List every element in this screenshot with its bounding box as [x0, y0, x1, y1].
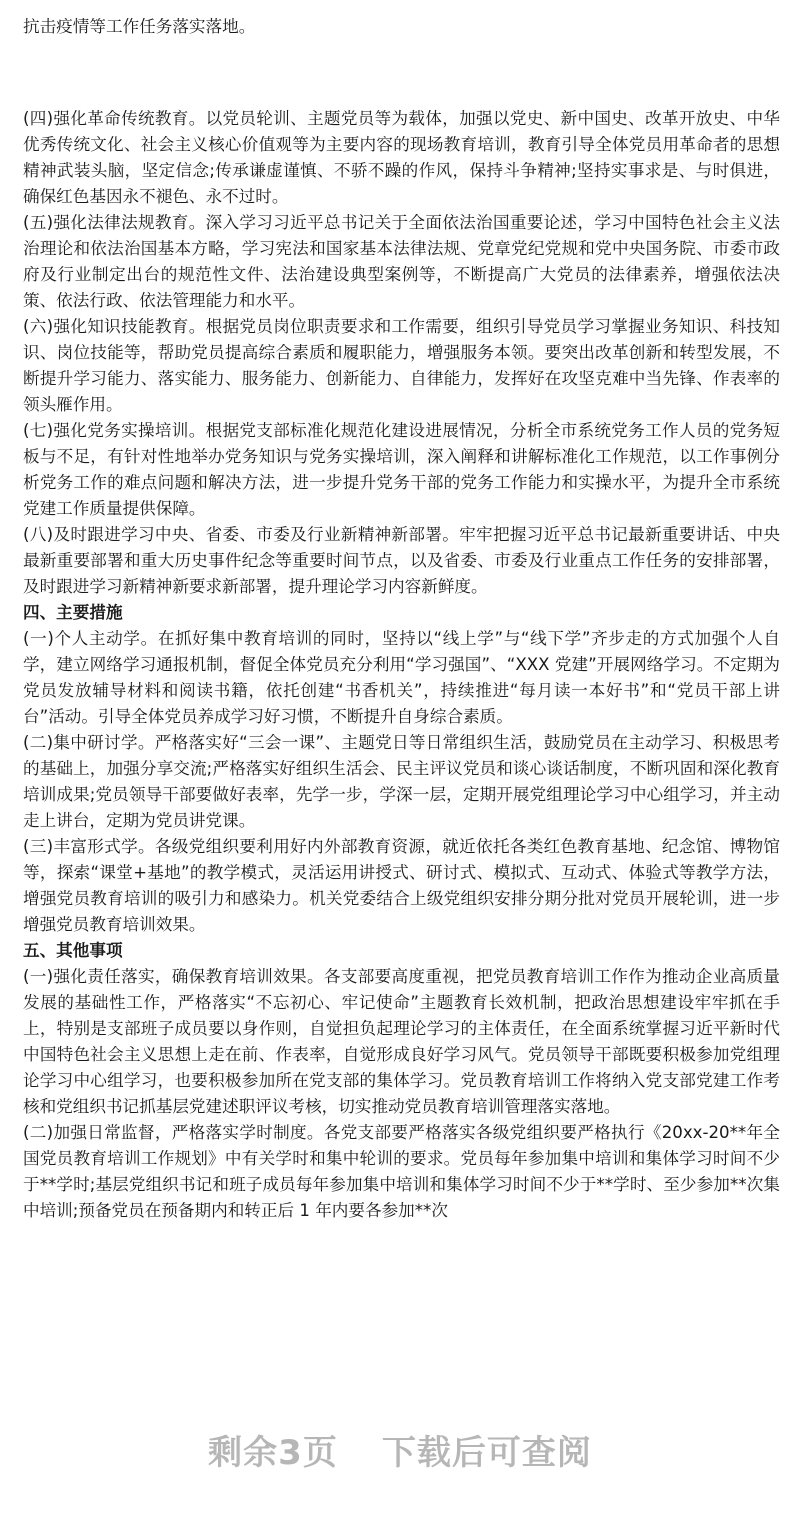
paragraph-6: (六)强化知识技能教育。根据党员岗位职责要求和工作需要，组织引导党员学习掌握业务知识、科技知识、岗位技能等，帮助党员提高综合素质和履职能力，增强服务本领。要突出改革创新和转型发展，不断提升学习能力、落实能力、服务能力、创新能力、自律能力，发挥好在攻坚克难中当先锋、作表率的领头雁作用。: [23, 317, 780, 414]
paragraph-gap: [23, 40, 780, 106]
paragraph-7: (七)强化党务实操培训。根据党支部标准化规范化建设进展情况，分析全市系统党务工作人员的党务短板与不足，有针对性地举办党务知识与党务实操培训，深入阐释和讲解标准化工作规范，以工作事例分析党务工作的难点问题和解决方法，进一步提升党务干部的党务工作能力和实操水平，为提升全市系统党建工作质量提供保障。: [23, 421, 780, 518]
paragraph-4: (四)强化革命传统教育。以党员轮训、主题党员等为载体，加强以党史、新中国史、改革开放史、中华优秀传统文化、社会主义核心价值观等为主要内容的现场教育培训，教育引导全体党员用革命者的思想精神武装头脑，坚定信念;传承谦虚谨慎、不骄不躁的作风，保持斗争精神;坚持实事求是、与时俱进，确保红色基因永不褪色、永不过时。: [23, 109, 780, 206]
other-matter-1: (一)强化责任落实，确保教育培训效果。各支部要高度重视，把党员教育培训工作作为推动企业高质量发展的基础性工作，严格落实“不忘初心、牢记使命”主题教育长效机制，把政治思想建设牢牢抓在手上，特别是支部班子成员要以身作则，自觉担负起理论学习的主体责任，在全面系统掌握习近平新时代中国特色社会主义思想上走在前、作表率，自觉形成良好学习风气。党员领导干部既要积极参加党组理论学习中心组学习，也要积极参加所在党支部的集体学习。党员教育培训工作将纳入党支部党建工作考核和党组织书记抓基层党建述职评议考核，切实推动党员教育培训管理落实落地。: [23, 967, 780, 1116]
measure-3: (三)丰富形式学。各级党组织要利用好内外部教育资源，就近依托各类红色教育基地、纪念馆、博物馆等，探索“课堂+基地”的教学模式，灵活运用讲授式、研讨式、模拟式、互动式、体验式等教学方法，增强党员教育培训的吸引力和感染力。机关党委结合上级党组织安排分期分批对党员开展轮训，进一步增强党员教育培训效果。: [23, 837, 780, 934]
measure-2: (二)集中研讨学。严格落实好“三会一课”、主题党日等日常组织生活，鼓励党员在主动学习、积极思考的基础上，加强分享交流;严格落实好组织生活会、民主评议党员和谈心谈话制度，不断巩固和深化教育培训成果;党员领导干部要做好表率，先学一步，学深一层，定期开展党组理论学习中心组学习，并主动走上讲台，定期为党员讲党课。: [23, 733, 780, 830]
lead-paragraph-tail: [23, 0, 780, 14]
download-prompt-banner[interactable]: [0, 1404, 800, 1494]
remaining-pages-label: 剩余3页: [208, 1432, 338, 1473]
paragraph-8: (八)及时跟进学习中央、省委、市委及行业新精神新部署。牢牢把握习近平总书记最新重要讲话、中央最新重要部署和重大历史事件纪念等重要时间节点，以及省委、市委及行业重点工作任务的安排部署，及时跟进学习新精神新要求新部署，提升理论学习内容新鲜度。: [23, 525, 780, 596]
lead-tail-line: 抗击疫情等工作任务落实落地。: [23, 17, 256, 36]
section-4-heading: 四、主要措施: [23, 603, 123, 622]
section-5-heading: 五、其他事项: [23, 941, 123, 960]
content-fade: [0, 1346, 800, 1404]
measure-1: (一)个人主动学。在抓好集中教育培训的同时，坚持以“线上学”与“线下学”齐步走的方式加强个人自学，建立网络学习通报机制，督促全体党员充分利用“学习强国”、“XXX 党建”开展网络学习。不定期为党员发放辅导材料和阅读书籍，依托创建“书香机关”，持续推进“每月读一本好书”和“党员干部上讲台”活动。引导全体党员养成学习好习惯，不断提升自身综合素质。: [23, 629, 780, 726]
other-matter-2: (二)加强日常监督，严格落实学时制度。各党支部要严格落实各级党组织要严格执行《20xx-20**年全国党员教育培训工作规划》中有关学时和集中轮训的要求。党员每年参加集中培训和集体学习时间不少于**学时;基层党组织书记和班子成员每年参加集中培训和集体学习时间不少于**学时、至少参加**次集中培训;预备党员在预备期内和转正后 1 年内要各参加**次: [23, 1123, 780, 1220]
download-to-view-label[interactable]: 下载后可查阅: [381, 1432, 592, 1473]
paragraph-5: (五)强化法律法规教育。深入学习习近平总书记关于全面依法治国重要论述，学习中国特色社会主义法治理论和依法治国基本方略，学习宪法和国家基本法律法规、党章党纪党规和党中央国务院、市委市政府及行业制定出台的规范性文件、法治建设典型案例等，不断提高广大党员的法律素养，增强依法决策、依法行政、依法管理能力和水平。: [23, 213, 780, 310]
